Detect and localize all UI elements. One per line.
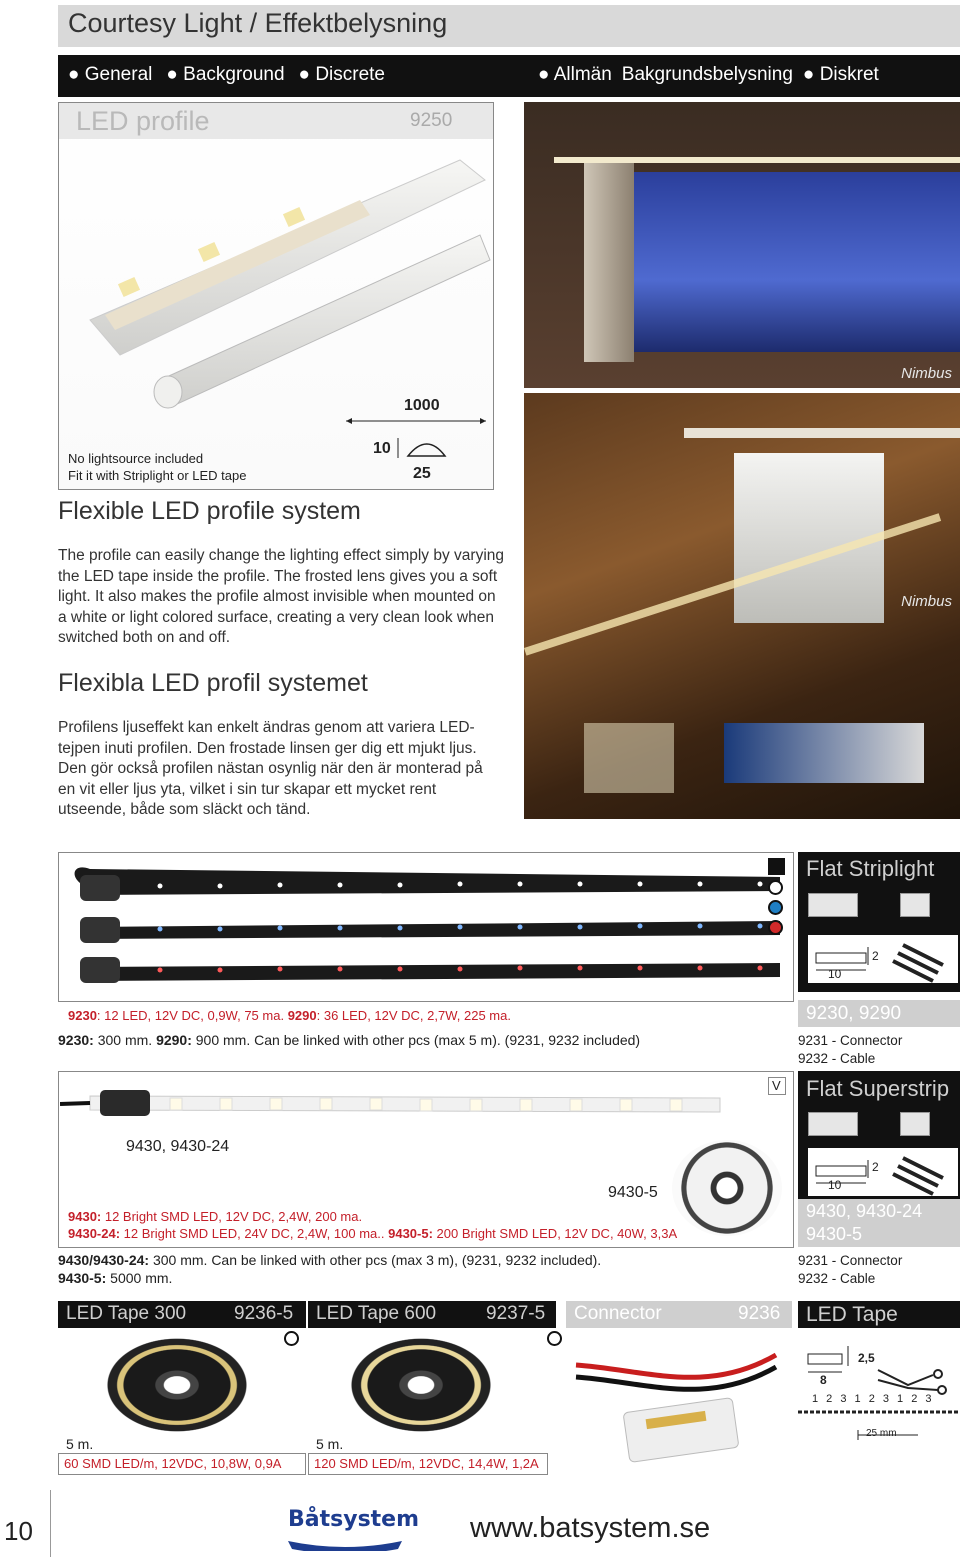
ledtape-title: LED Tape — [806, 1303, 898, 1326]
superstrip-label-reel: 9430-5 — [608, 1184, 658, 1201]
page-title: Courtesy Light / Effektbelysning — [68, 8, 448, 38]
blue-dot-icon — [768, 900, 783, 915]
superstrip-spec-2: 9430-24: 12 Bright SMD LED, 24V DC, 2,4W, 100 ma.. 9430-5: 200 Bright SMD LED, 12V DC, 40W, 3,3A — [68, 1226, 678, 1241]
tape-300-code: 9236-5 — [234, 1303, 294, 1324]
connector-name: Connector — [574, 1303, 662, 1324]
superstrip-codes-2: 9430-5 — [806, 1224, 863, 1244]
tag-allman: ● Allmän — [538, 64, 612, 85]
striplight-title: Flat Striplight — [806, 856, 935, 881]
en-heading: Flexible LED profile system — [58, 497, 361, 525]
tape-600-len: 5 m. — [316, 1436, 344, 1452]
cable-thumb-2 — [900, 1112, 930, 1136]
tape-300-name: LED Tape 300 — [66, 1303, 187, 1324]
v-mark: V — [772, 1078, 781, 1093]
dim-b-1: 10 — [828, 967, 842, 981]
striplight-spec-1: 9230: 12 LED, 12V DC, 0,9W, 75 ma. 9290: 36 LED, 12V DC, 2,7W, 225 ma. — [68, 1008, 511, 1023]
superstrip-title: Flat Superstrip — [806, 1076, 950, 1101]
led-profile-image — [60, 140, 492, 410]
sv-heading: Flexibla LED profil systemet — [58, 669, 368, 697]
tape-600-name: LED Tape 600 — [316, 1303, 437, 1324]
product-note-2: Fit it with Striplight or LED tape — [68, 468, 247, 483]
black-square-icon — [768, 858, 785, 875]
footer-url[interactable]: www.batsystem.se — [470, 1512, 711, 1544]
tag-bakgrund: Bakgrundsbelysning — [621, 64, 793, 85]
ledtape-dim-a: 2,5 — [858, 1351, 875, 1365]
photo-credit-1: Nimbus — [901, 365, 952, 382]
dim-a-1: 2 — [872, 949, 879, 963]
superstrip-acc-1: 9231 - Connector — [798, 1253, 903, 1268]
superstrip-reel-image — [672, 1140, 782, 1236]
dim-width-label: 25 — [413, 465, 431, 482]
tags-sv — [538, 64, 879, 86]
tape-600-dot-icon — [547, 1331, 562, 1346]
connector-code: 9236 — [738, 1303, 781, 1324]
tag-discrete: ● Discrete — [298, 64, 385, 85]
profile-section-icon — [393, 436, 453, 462]
striplight-spec-2: 9230: 300 mm. 9290: 900 mm. Can be linked with other pcs (max 5 m). (9231, 9232 included) — [58, 1032, 641, 1048]
dim-length-label: 1000 — [404, 397, 440, 414]
product-code: 9250 — [410, 110, 453, 131]
tag-general: ● General — [68, 64, 153, 85]
dim-a-2: 2 — [872, 1160, 879, 1174]
tape-300-len: 5 m. — [66, 1436, 94, 1452]
footer-divider — [50, 1490, 51, 1557]
photo-credit-2: Nimbus — [901, 593, 952, 610]
closet-photo — [524, 393, 960, 819]
dim-b-2: 10 — [828, 1178, 842, 1192]
pin-diagram-1 — [808, 935, 958, 983]
superstrip-label-main: 9430, 9430-24 — [126, 1138, 230, 1155]
tag-diskret: ● Diskret — [802, 64, 879, 85]
connector-thumb-2 — [808, 1112, 858, 1136]
striplight-acc-2: 9232 - Cable — [798, 1051, 876, 1066]
page-number: 10 — [4, 1516, 33, 1546]
tape-300-spec: 60 SMD LED/m, 12VDC, 10,8W, 0,9A — [64, 1456, 282, 1471]
superstrip-spec-4: 9430-5: 5000 mm. — [58, 1270, 173, 1286]
tape-300-dot-icon — [284, 1331, 299, 1346]
sv-body: Profilens ljuseffekt kan enkelt ändras genom att variera LED-tejpen inuti profilen. Den frostade linsen ger dig ett mjukt ljus. Den gör också profilen nästan osynlig när den är monterad på en vit eller ljus yta, vilket i sin tur skapar ett mycket rent utseende, både som släckt och tänd. — [58, 719, 483, 818]
striplight-acc-1: 9231 - Connector — [798, 1033, 903, 1048]
connector-image — [566, 1335, 792, 1475]
ledtape-dim-b: 8 — [820, 1373, 827, 1387]
brand-logo — [280, 1507, 420, 1551]
striplight-image — [60, 855, 790, 1000]
cable-thumb-1 — [900, 893, 930, 917]
product-note-1: No lightsource included — [68, 451, 204, 466]
superstrip-codes-1: 9430, 9430-24 — [806, 1201, 923, 1221]
superstrip-acc-2: 9232 - Cable — [798, 1271, 876, 1286]
pin-diagram-2 — [808, 1148, 958, 1196]
connector-thumb-1 — [808, 893, 858, 917]
white-dot-icon — [768, 880, 783, 895]
brand-name: Båtsystem — [288, 1507, 420, 1532]
striplight-codes: 9230, 9290 — [806, 1003, 902, 1024]
ledtape-mm: 25 mm — [866, 1428, 897, 1439]
ledtape-nums: 1 2 3 1 2 3 1 2 3 — [812, 1393, 932, 1405]
en-body: The profile can easily change the lighting effect simply by varying the LED tape inside the profile. The frosted lens gives you a soft light. It also makes the profile almost invisible when mounted on a white or light colored surface, creating a very clean look when switched both on and off. — [58, 547, 505, 646]
dim-height-label: 10 — [373, 440, 391, 457]
tag-background: ● Background — [166, 64, 285, 85]
tape-300-reel-image — [102, 1335, 252, 1435]
red-dot-icon — [768, 920, 783, 935]
dim-length-arrow — [344, 414, 494, 428]
cabin-photo — [524, 102, 960, 388]
superstrip-spec-3: 9430/9430-24: 300 mm. Can be linked with other pcs (max 3 m), (9231, 9232 included). — [58, 1252, 602, 1268]
tape-600-spec: 120 SMD LED/m, 12VDC, 14,4W, 1,2A — [314, 1456, 539, 1471]
tape-600-reel-image — [346, 1335, 496, 1435]
tags-en — [68, 64, 385, 86]
product-name: LED profile — [76, 106, 210, 136]
tape-600-code: 9237-5 — [486, 1303, 546, 1324]
superstrip-spec-1: 9430: 12 Bright SMD LED, 12V DC, 2,4W, 200 ma. — [68, 1209, 363, 1224]
